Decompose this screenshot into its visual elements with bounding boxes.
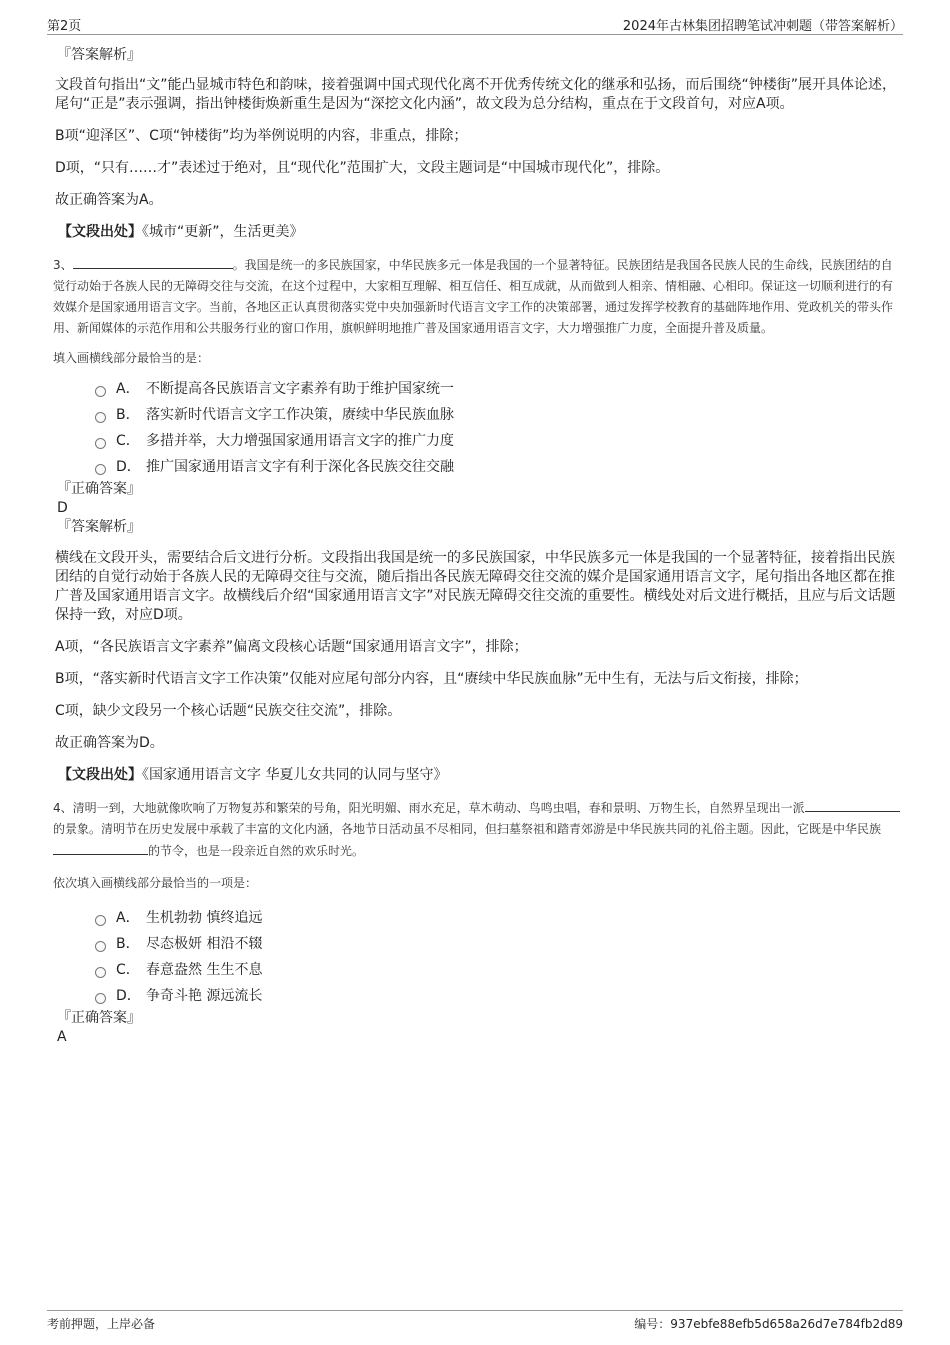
radio-icon[interactable] — [95, 993, 106, 1004]
fill-blank — [73, 254, 233, 269]
source-label: 【文段出处】 — [58, 767, 142, 783]
options-list — [95, 376, 903, 480]
analysis-paragraph: D项，“只有……才”表述过于绝对，且“现代化”范围扩大，文段主题词是“中国城市现代化”，排除。 — [55, 160, 670, 176]
document-title: 2024年古林集团招聘笔试冲刺题（带答案解析） — [622, 19, 903, 34]
analysis-label: 『答案解析』 — [57, 519, 141, 535]
question-prompt: 填入画横线部分最恰当的是： — [53, 351, 210, 365]
answer-label: 『正确答案』 — [57, 481, 141, 497]
page-header — [47, 14, 903, 35]
option-d[interactable]: D． 推广国家通用语言文字有利于深化各民族交往交融 — [95, 454, 903, 480]
question-text: 。我国是统一的多民族国家，中华民族多元一体是我国的一个显著特征。民族团结是我国各民族人民的生命线，民族团结的自觉行动始于各族人民的无障碍交往与交流，在这个过程中，大家相互理解、相互信任、相互成就，从而做到人相亲、情相融、心相印。保证这一切顺利进行的有效媒介是国家通用语言文字。当前，各地区正认真贯彻落实党中央加强新时代语言文字工作的决策部署，通过发挥学校教育的基础阵地作用、党政机关的带头作用、新闻媒体的示范作用和公共服务行业的窗口作用，旗帜鲜明地推广普及国家通用语言文字，大力增强推广力度，全面提升普及质量。 — [53, 258, 894, 335]
radio-icon[interactable] — [95, 967, 106, 978]
analysis-label: 『答案解析』 — [57, 47, 141, 63]
option-c[interactable]: C． 多措并举，大力增强国家通用语言文字的推广力度 — [95, 428, 903, 454]
page-footer — [47, 1310, 903, 1333]
analysis-paragraph: 文段首句指出“文”能凸显城市特色和韵味，接着强调中国式现代化离不开优秀传统文化的继承和弘扬，而后围绕“钟楼街”展开具体论述，尾句“正是”表示强调，指出钟楼街焕新重生是因为“深挖文化内涵”，故文段为总分结构，重点在于文段首句，对应A项。 — [55, 77, 897, 112]
source-title: 《城市“更新”，生活更美》 — [142, 224, 304, 240]
option-b[interactable]: B． 落实新时代语言文字工作决策，赓续中华民族血脉 — [95, 402, 903, 428]
analysis-paragraph: 故正确答案为D。 — [55, 735, 164, 751]
source-label: 【文段出处】 — [58, 224, 142, 240]
analysis-paragraph: A项，“各民族语言文字素养”偏离文段核心话题“国家通用语言文字”，排除； — [55, 639, 528, 655]
option-d[interactable]: D． 争奇斗艳 源远流长 — [95, 983, 903, 1009]
analysis-paragraph: 横线在文段开头，需要结合后文进行分析。文段指出我国是统一的多民族国家，中华民族多元一体是我国的一个显著特征，接着指出民族团结的自觉行动始于各族人民的无障碍交往与交流，随后指出各民族无障碍交往交流的媒介是国家通用语言文字，尾句指出各地区都在推广普及国家通用语言文字。故横线后介绍“国家通用语言文字”对民族无障碍交往交流的重要性。横线处对后文进行概括，且应与后文话题保持一致，对应D项。 — [55, 550, 896, 623]
source-line — [58, 223, 903, 242]
options-list — [95, 905, 903, 1009]
source-line — [58, 766, 903, 785]
analysis-paragraph: B项，“落实新时代语言文字工作决策”仅能对应尾句部分内容，且“赓续中华民族血脉”无中生有，无法与后文衔接，排除； — [55, 671, 808, 687]
radio-icon[interactable] — [95, 386, 106, 397]
option-b[interactable]: B． 尽态极妍 相沿不辍 — [95, 931, 903, 957]
option-c[interactable]: C． 春意盎然 生生不息 — [95, 957, 903, 983]
fill-blank — [805, 797, 900, 812]
radio-icon[interactable] — [95, 464, 106, 475]
document-body — [55, 46, 903, 1047]
correct-answer: D — [57, 500, 68, 516]
option-a[interactable]: A． 不断提高各民族语言文字素养有助于维护国家统一 — [95, 376, 903, 402]
analysis-paragraph: C项，缺少文段另一个核心话题“民族交往交流”，排除。 — [55, 703, 402, 719]
analysis-paragraph: 故正确答案为A。 — [55, 192, 163, 208]
fill-blank — [53, 840, 148, 855]
question-4-stem: 4、清明一到，大地就像吹响了万物复苏和繁荣的号角，阳光明媚、雨水充足，草木萌动、鸟鸣虫唱，春和景明、万物生长，自然界呈现出一派的景象。清明节在历史发展中承载了丰富的文化内涵，各地节日活动虽不尽相同，但扫墓祭祖和踏青郊游是中华民族共同的礼俗主题。因此，它既是中华民族的节令，也是一段亲近自然的欢乐时光。 — [53, 797, 903, 862]
radio-icon[interactable] — [95, 941, 106, 952]
question-prompt: 依次填入画横线部分最恰当的一项是： — [53, 876, 258, 890]
radio-icon[interactable] — [95, 412, 106, 423]
source-title: 《国家通用语言文字 华夏儿女共同的认同与坚守》 — [142, 767, 448, 783]
radio-icon[interactable] — [95, 438, 106, 449]
page-number: 第2页 — [47, 19, 82, 34]
footer-slogan: 考前押题，上岸必备 — [47, 1317, 156, 1331]
question-number: 4、 — [53, 801, 73, 815]
answer-label: 『正确答案』 — [57, 1010, 141, 1026]
question-3-stem — [53, 254, 903, 339]
correct-answer: A — [57, 1029, 67, 1045]
document-id: 编号：937ebfe88efb5d658a26d7e784fb2d89 — [634, 1317, 903, 1331]
question-number: 3、 — [53, 258, 73, 272]
analysis-paragraph: B项“迎泽区”、C项“钟楼街”均为举例说明的内容，非重点，排除； — [55, 128, 468, 144]
option-a[interactable]: A． 生机勃勃 慎终追远 — [95, 905, 903, 931]
radio-icon[interactable] — [95, 915, 106, 926]
